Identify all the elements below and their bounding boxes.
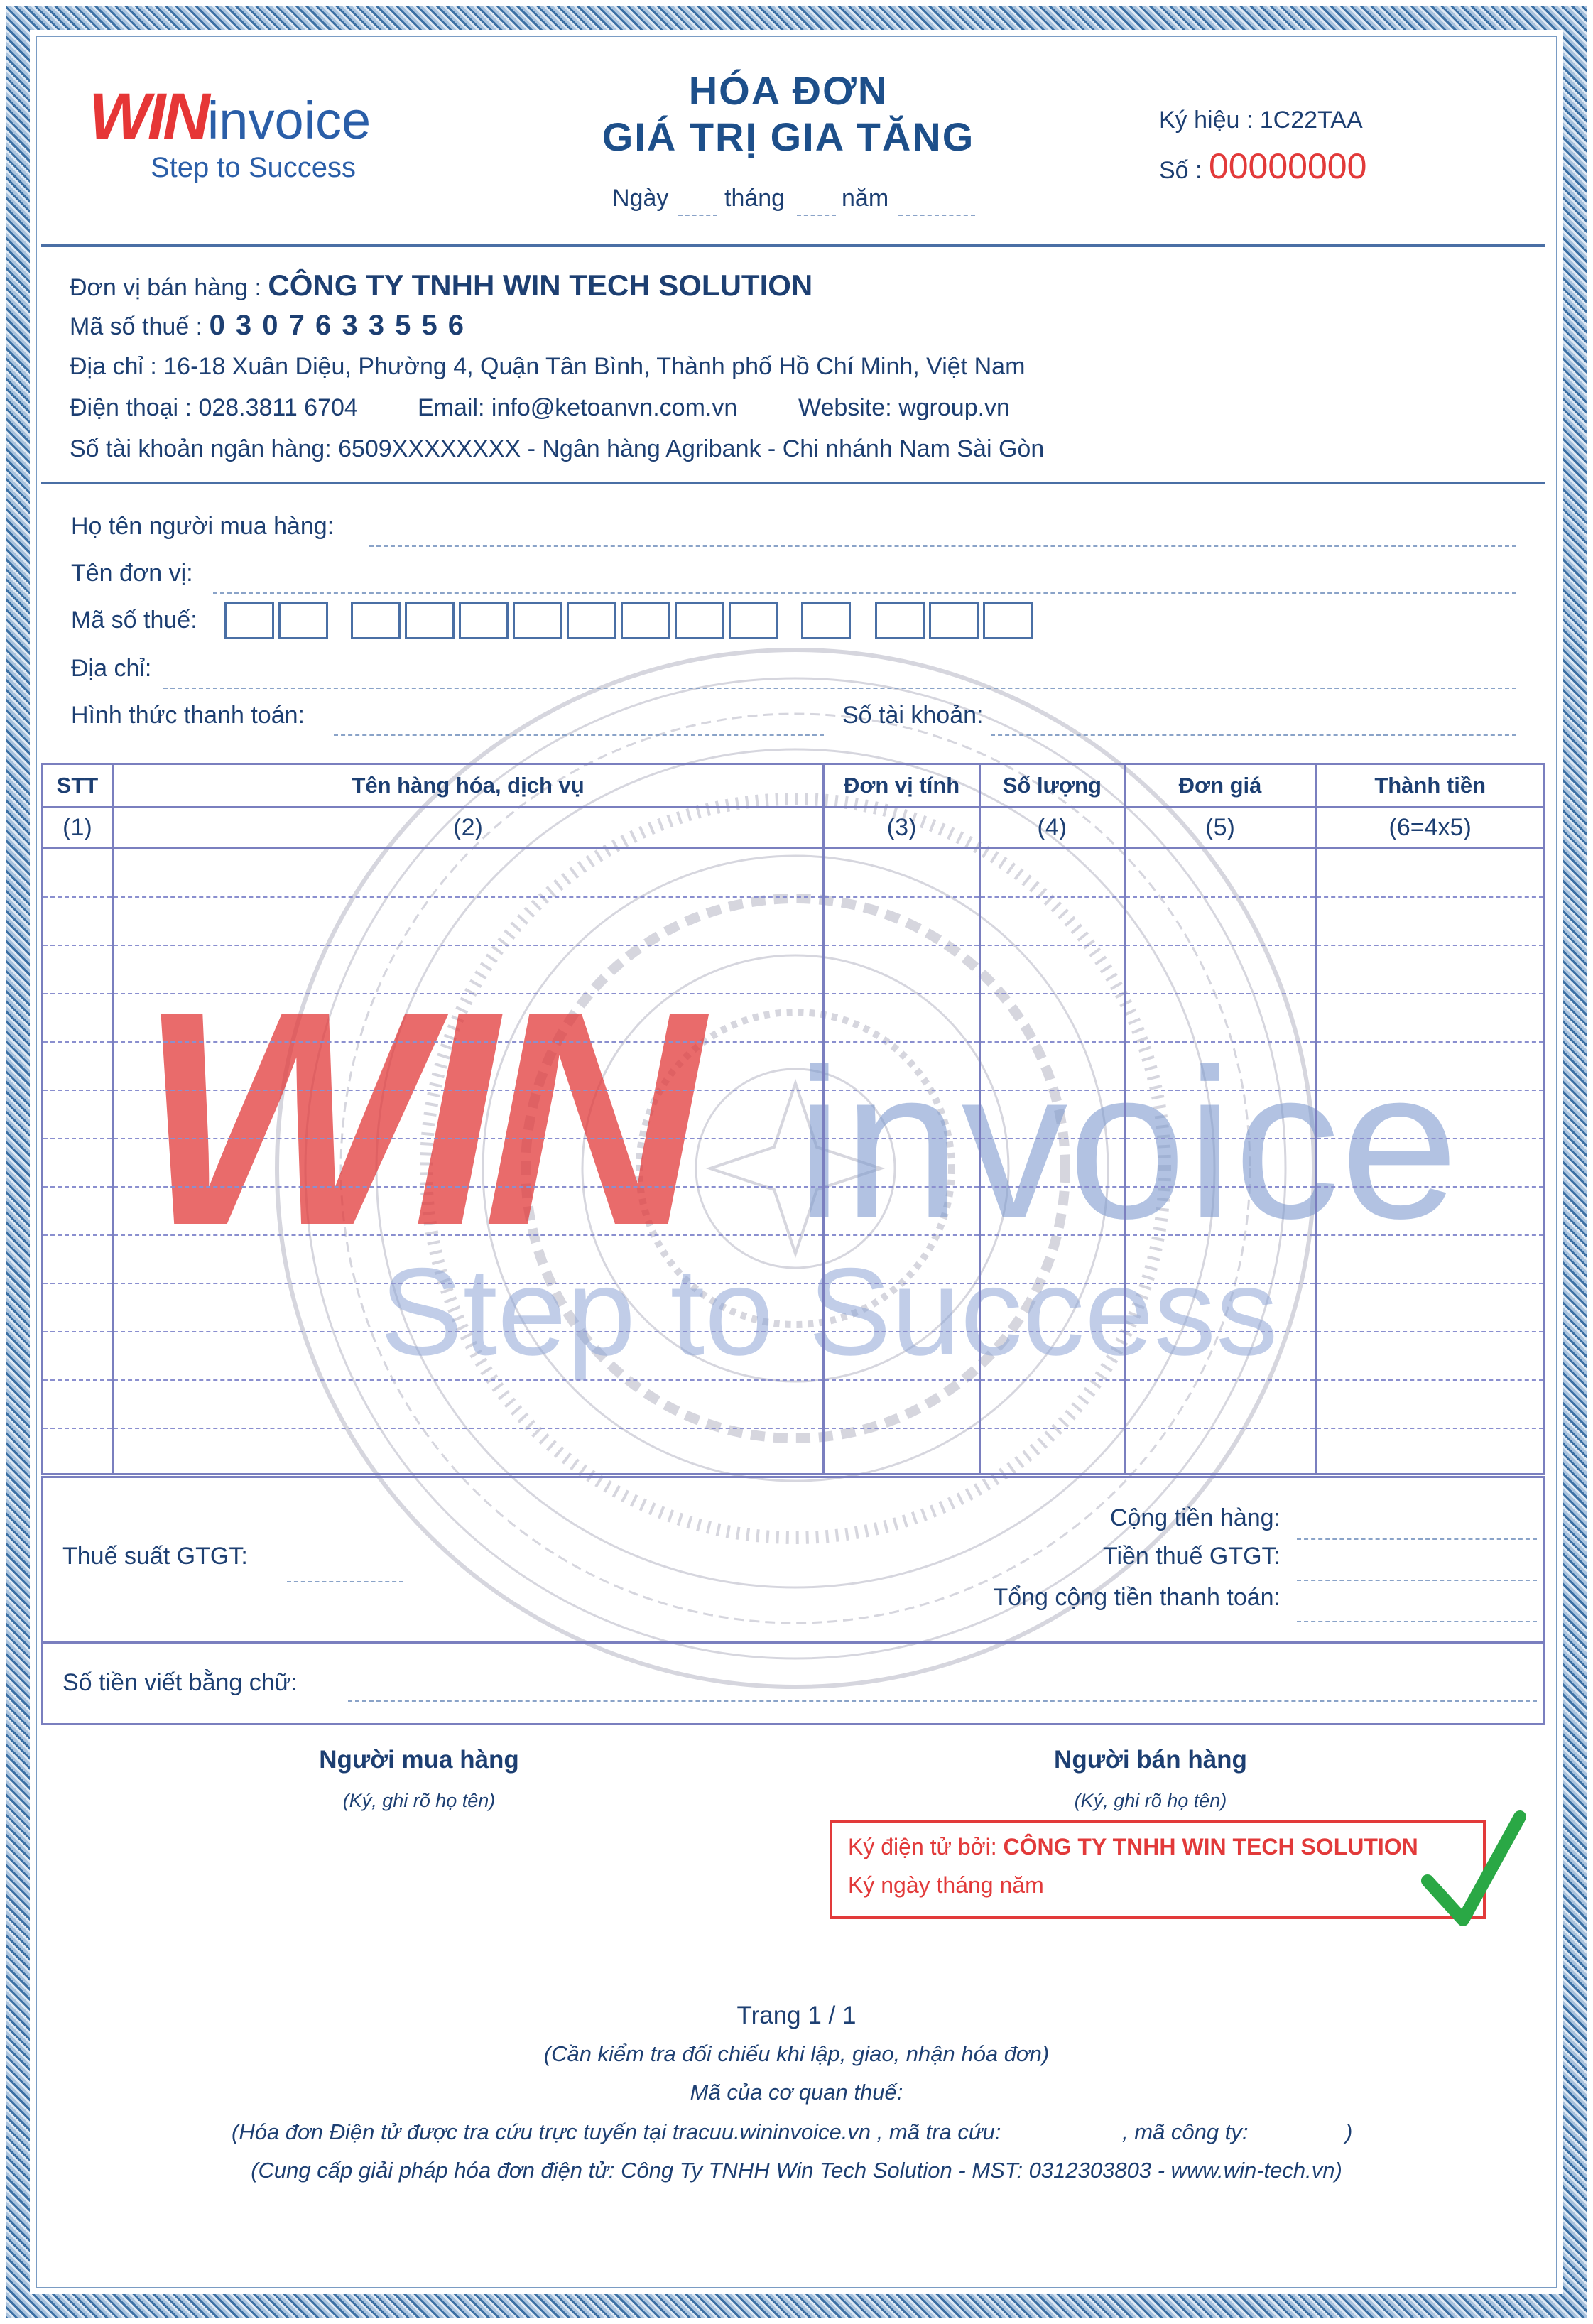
- col-num: (4): [979, 807, 1124, 849]
- seller-tax: [70, 310, 465, 342]
- seller-phone: Điện thoại : 028.3811 6704: [70, 394, 358, 421]
- vat-rate-field[interactable]: [287, 1581, 403, 1582]
- table-row[interactable]: [43, 1332, 1545, 1380]
- table-row[interactable]: [43, 994, 1545, 1042]
- table-header-row: [43, 764, 1545, 808]
- provider-note: (Cung cấp giải pháp hóa đơn điện tử: Công Ty TNHH Win Tech Solution - MST: 0312303803 - www.win-tech.vn): [251, 2158, 1342, 2183]
- amount-words-label: Số tiền viết bằng chữ:: [62, 1669, 298, 1696]
- date-month-label: tháng: [724, 185, 785, 212]
- buyer-name-field[interactable]: [369, 545, 1516, 547]
- col-header-unit: Đơn vị tính: [824, 764, 980, 808]
- col-header-amount: Thành tiền: [1316, 764, 1545, 808]
- seller-unit: [70, 268, 812, 303]
- table-row[interactable]: [43, 897, 1545, 945]
- watermark-win: WIN: [138, 948, 690, 1289]
- table-row[interactable]: [43, 1139, 1545, 1187]
- total-field[interactable]: [1297, 1621, 1537, 1622]
- logo-tagline: Step to Success: [151, 152, 357, 183]
- seller-unit-value: CÔNG TY TNHH WIN TECH SOLUTION: [268, 268, 813, 302]
- tax-digit-box[interactable]: [405, 602, 455, 639]
- seller-bank: Số tài khoản ngân hàng: 6509XXXXXXXX - Ngân hàng Agribank - Chi nhánh Nam Sài Gòn: [70, 435, 1045, 462]
- lookup-note-a: (Hóa đơn Điện tử được tra cứu trực tuyến tại tracuu.wininvoice.vn , mã tra cứu:: [232, 2119, 1001, 2144]
- buyer-unit-label: Tên đơn vị:: [71, 560, 193, 587]
- date-day-label: Ngày: [612, 185, 669, 212]
- date-day-field[interactable]: [678, 215, 717, 216]
- checkmark-icon: [1420, 1810, 1527, 1931]
- buyer-signature-note: (Ký, ghi rõ họ tên): [342, 1790, 496, 1811]
- tax-digit-box[interactable]: [929, 602, 979, 639]
- date-year-field[interactable]: [898, 215, 975, 216]
- items-table: [41, 763, 1545, 1475]
- col-num: (5): [1124, 807, 1316, 849]
- invoice-number: [1159, 146, 1366, 187]
- signed-by-label: Ký điện tử bởi:: [848, 1834, 997, 1859]
- seller-email: Email: info@ketoanvn.com.vn: [418, 394, 738, 421]
- seller-divider: [41, 482, 1545, 484]
- tax-authority-code: Mã của cơ quan thuế:: [690, 2080, 903, 2105]
- symbol: [1159, 107, 1363, 134]
- table-row[interactable]: [43, 1042, 1545, 1090]
- table-number-row: [43, 807, 1545, 849]
- lookup-note-b: , mã công ty:: [1122, 2119, 1249, 2144]
- table-row[interactable]: [43, 1090, 1545, 1139]
- col-header-qty: Số lượng: [979, 764, 1124, 808]
- buyer-payment-label: Hình thức thanh toán:: [71, 702, 305, 729]
- buyer-address-field[interactable]: [163, 688, 1516, 689]
- logo-win: WIN: [89, 80, 207, 153]
- buyer-payment-field[interactable]: [334, 734, 824, 736]
- table-row[interactable]: [43, 1187, 1545, 1235]
- date-year-label: năm: [842, 185, 889, 212]
- table-row[interactable]: [43, 945, 1545, 994]
- tax-digit-box[interactable]: [675, 602, 724, 639]
- seller-website: Website: wgroup.vn: [798, 394, 1010, 421]
- lookup-note-c: ): [1345, 2119, 1353, 2144]
- logo: [89, 80, 371, 154]
- tax-digit-box[interactable]: [801, 602, 851, 639]
- col-header-item: Tên hàng hóa, dịch vụ: [112, 764, 823, 808]
- seller-signature-title: Người bán hàng: [1054, 1746, 1247, 1774]
- table-row[interactable]: [43, 1283, 1545, 1332]
- total-label: Tổng cộng tiền thanh toán:: [993, 1584, 1281, 1611]
- col-header-stt: STT: [43, 764, 113, 808]
- table-row[interactable]: [43, 849, 1545, 898]
- seller-tax-value: 0 3 0 7 6 3 3 5 5 6: [209, 310, 466, 341]
- watermark-invoice: invoice: [795, 1024, 1459, 1263]
- tax-digit-box[interactable]: [224, 602, 274, 639]
- table-row[interactable]: [43, 1380, 1545, 1428]
- date-month-field[interactable]: [797, 215, 836, 216]
- buyer-account-label: Số tài khoản:: [842, 702, 984, 729]
- col-num: (2): [112, 807, 823, 849]
- tax-digit-box[interactable]: [567, 602, 616, 639]
- tax-digit-box[interactable]: [351, 602, 401, 639]
- signed-date: Ký ngày tháng năm: [848, 1872, 1044, 1898]
- col-num: (1): [43, 807, 113, 849]
- seller-unit-label: Đơn vị bán hàng :: [70, 274, 261, 301]
- symbol-value: 1C22TAA: [1259, 107, 1363, 134]
- buyer-address-label: Địa chỉ:: [71, 655, 152, 682]
- symbol-label: Ký hiệu :: [1159, 107, 1254, 134]
- header-divider: [41, 244, 1545, 247]
- signed-by-value: CÔNG TY TNHH WIN TECH SOLUTION: [1003, 1834, 1418, 1859]
- check-note: (Cần kiểm tra đối chiếu khi lập, giao, nhận hóa đơn): [543, 2041, 1050, 2066]
- vat-rate-label: Thuế suất GTGT:: [62, 1543, 248, 1570]
- number-label: Số :: [1159, 157, 1202, 184]
- tax-digit-box[interactable]: [513, 602, 562, 639]
- summary-box: [41, 1476, 1545, 1644]
- signed-by: [848, 1834, 1418, 1860]
- seller-tax-label: Mã số thuế :: [70, 313, 203, 340]
- buyer-name-label: Họ tên người mua hàng:: [71, 513, 335, 540]
- col-num: (6=4x5): [1316, 807, 1545, 849]
- number-value: 00000000: [1208, 146, 1367, 186]
- tax-digit-box[interactable]: [278, 602, 328, 639]
- logo-invoice: invoice: [207, 91, 371, 150]
- tax-digit-box[interactable]: [983, 602, 1033, 639]
- seller-address: Địa chỉ : 16-18 Xuân Diệu, Phường 4, Quận Tân Bình, Thành phố Hồ Chí Minh, Việt Nam: [70, 353, 1026, 380]
- seller-signature-note: (Ký, ghi rõ họ tên): [1074, 1790, 1227, 1811]
- subtotal-label: Cộng tiền hàng:: [1109, 1504, 1281, 1531]
- col-num: (3): [824, 807, 980, 849]
- col-header-price: Đơn giá: [1124, 764, 1316, 808]
- buyer-unit-field[interactable]: [213, 592, 1516, 594]
- tax-digit-box[interactable]: [459, 602, 509, 639]
- watermark-tagline: Step to Success: [380, 1243, 1278, 1381]
- tax-digit-box[interactable]: [875, 602, 925, 639]
- tax-digit-box[interactable]: [729, 602, 778, 639]
- invoice-title-line2: GIÁ TRỊ GIA TĂNG: [602, 114, 975, 159]
- subtotal-field[interactable]: [1297, 1538, 1537, 1540]
- table-row[interactable]: [43, 1428, 1545, 1475]
- vat-amount-label: Tiền thuế GTGT:: [1102, 1543, 1281, 1570]
- amount-words-field[interactable]: [348, 1700, 1537, 1702]
- invoice-title-line1: HÓA ĐƠN: [688, 68, 888, 113]
- buyer-tax-label: Mã số thuế:: [71, 607, 197, 634]
- buyer-signature-title: Người mua hàng: [319, 1746, 519, 1774]
- vat-amount-field[interactable]: [1297, 1580, 1537, 1581]
- buyer-account-field[interactable]: [991, 734, 1516, 736]
- page-indicator: Trang 1 / 1: [736, 2002, 857, 2029]
- tax-digit-box[interactable]: [621, 602, 670, 639]
- table-row[interactable]: [43, 1235, 1545, 1283]
